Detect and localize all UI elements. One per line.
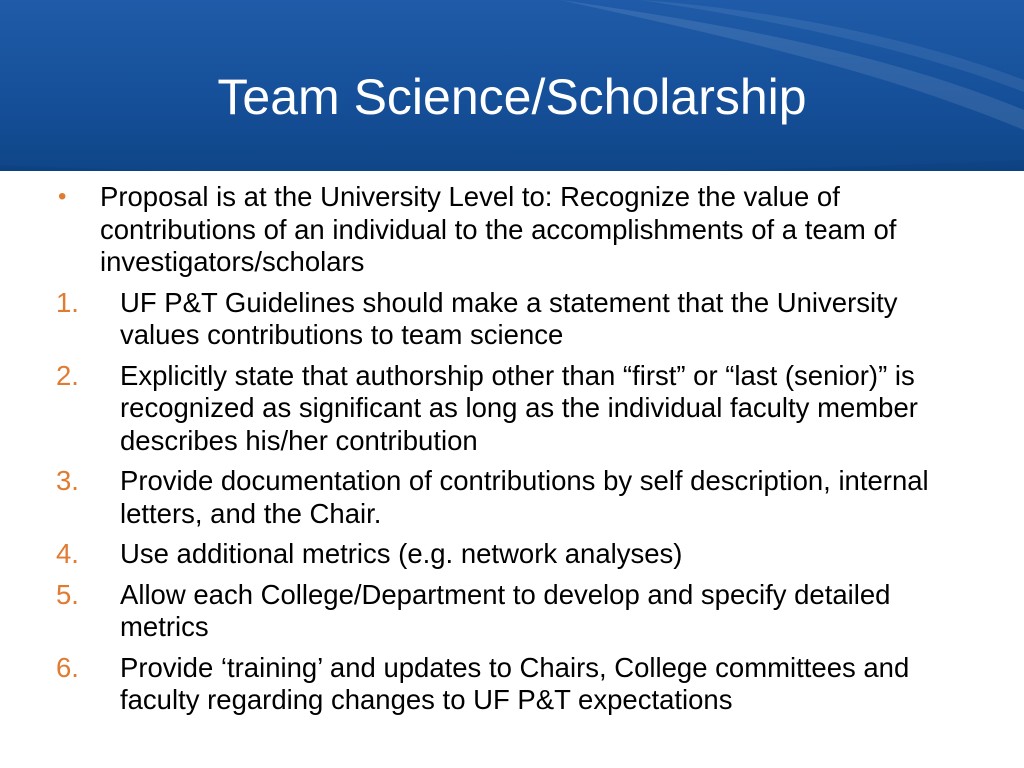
slide-body [56, 181, 976, 725]
list-item-number: 3. [56, 465, 79, 496]
slide-title: Team Science/Scholarship [217, 69, 807, 125]
list-item-number: 2. [56, 359, 79, 391]
list-item-number: 6. [56, 651, 79, 683]
list-item-text: UF P&T Guidelines should make a statement that the University values contributions to team science [120, 286, 898, 350]
list-item-number: 4. [56, 538, 79, 569]
list-item-text: Use additional metrics (e.g. network analyses) [120, 538, 683, 569]
intro-bullet-text: Proposal is at the University Level to: Recognize the value of contributions of an individual to the accomplishments of a team of investigators/scholars [100, 181, 897, 277]
list-item-text: Allow each College/Department to develop and specify detailed metrics [120, 578, 891, 642]
list-item-text: Provide ‘training’ and updates to Chairs, College committees and faculty regarding changes to UF P&T expectations [120, 651, 910, 715]
list-item-text: Provide documentation of contributions by self description, internal letters, and the Chair. [120, 465, 929, 529]
list-item [56, 465, 976, 530]
intro-bullet [56, 181, 976, 279]
list-item [56, 287, 976, 352]
list-item [56, 652, 976, 717]
list-item-number: 5. [56, 578, 79, 610]
bullet-marker: • [58, 183, 67, 210]
list-item [56, 538, 976, 571]
list-item-text: Explicitly state that authorship other than “first” or “last (senior)” is recognized as significant as long as the individual faculty member describes his/her contribution [120, 359, 918, 456]
list-item [56, 360, 976, 458]
list-item-number: 1. [56, 286, 79, 318]
list-item [56, 579, 976, 644]
title-banner [0, 0, 1024, 171]
